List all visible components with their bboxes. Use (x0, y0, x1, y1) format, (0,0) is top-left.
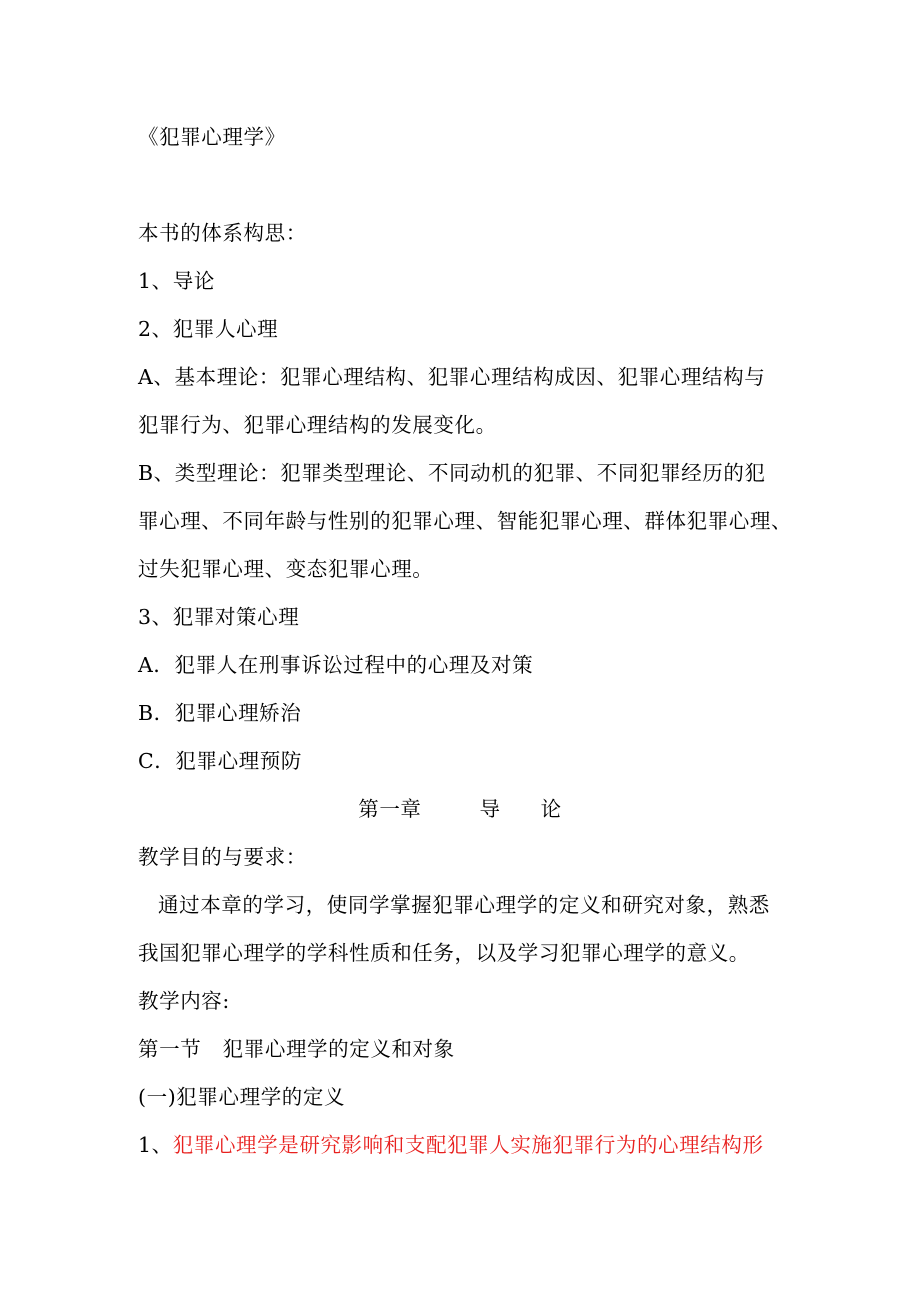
definition-text-highlighted: 犯罪心理学是研究影响和支配犯罪人实施犯罪行为的心理结构形 (172, 1133, 764, 1157)
definition-line (138, 1130, 788, 1160)
chapter-heading (0, 794, 920, 824)
system-a-line-2: 犯罪行为、犯罪心理结构的发展变化。 (138, 413, 497, 437)
objectives-text-line-1: 通过本章的学习，使同学掌握犯罪心理学的定义和研究对象，熟悉 (158, 893, 770, 917)
system-item-1: 1、导论 (138, 269, 215, 293)
system-a-line-1: A、基本理论：犯罪心理结构、犯罪心理结构成因、犯罪心理结构与 (138, 365, 766, 389)
chapter-title-char-1: 导 (479, 797, 501, 821)
system-item-2: 2、犯罪人心理 (138, 317, 279, 341)
system-sub-b: B．犯罪心理矫治 (138, 701, 302, 725)
objectives-heading: 教学目的与要求： (138, 845, 307, 869)
system-b-line-2: 罪心理、不同年龄与性别的犯罪心理、智能犯罪心理、群体犯罪心理、 (138, 509, 793, 533)
system-sub-a: A．犯罪人在刑事诉讼过程中的心理及对策 (138, 653, 534, 677)
content-heading: 教学内容: (138, 989, 230, 1013)
system-sub-c: C．犯罪心理预防 (138, 749, 302, 773)
system-item-3: 3、犯罪对策心理 (138, 605, 300, 629)
book-title: 《犯罪心理学》 (138, 125, 286, 149)
chapter-number: 第一章 (358, 797, 422, 821)
system-heading: 本书的体系构思： (138, 221, 307, 245)
subsection-1-title: (一)犯罪心理学的定义 (138, 1085, 346, 1109)
objectives-text-line-2: 我国犯罪心理学的学科性质和任务，以及学习犯罪心理学的意义。 (138, 941, 750, 965)
chapter-title-char-2: 论 (540, 797, 562, 821)
definition-number: 1、 (138, 1133, 173, 1157)
section-1-title: 第一节 犯罪心理学的定义和对象 (138, 1037, 455, 1061)
system-b-line-1: B、类型理论：犯罪类型理论、不同动机的犯罪、不同犯罪经历的犯 (138, 461, 766, 485)
system-b-line-3: 过失犯罪心理、变态犯罪心理。 (138, 557, 434, 581)
